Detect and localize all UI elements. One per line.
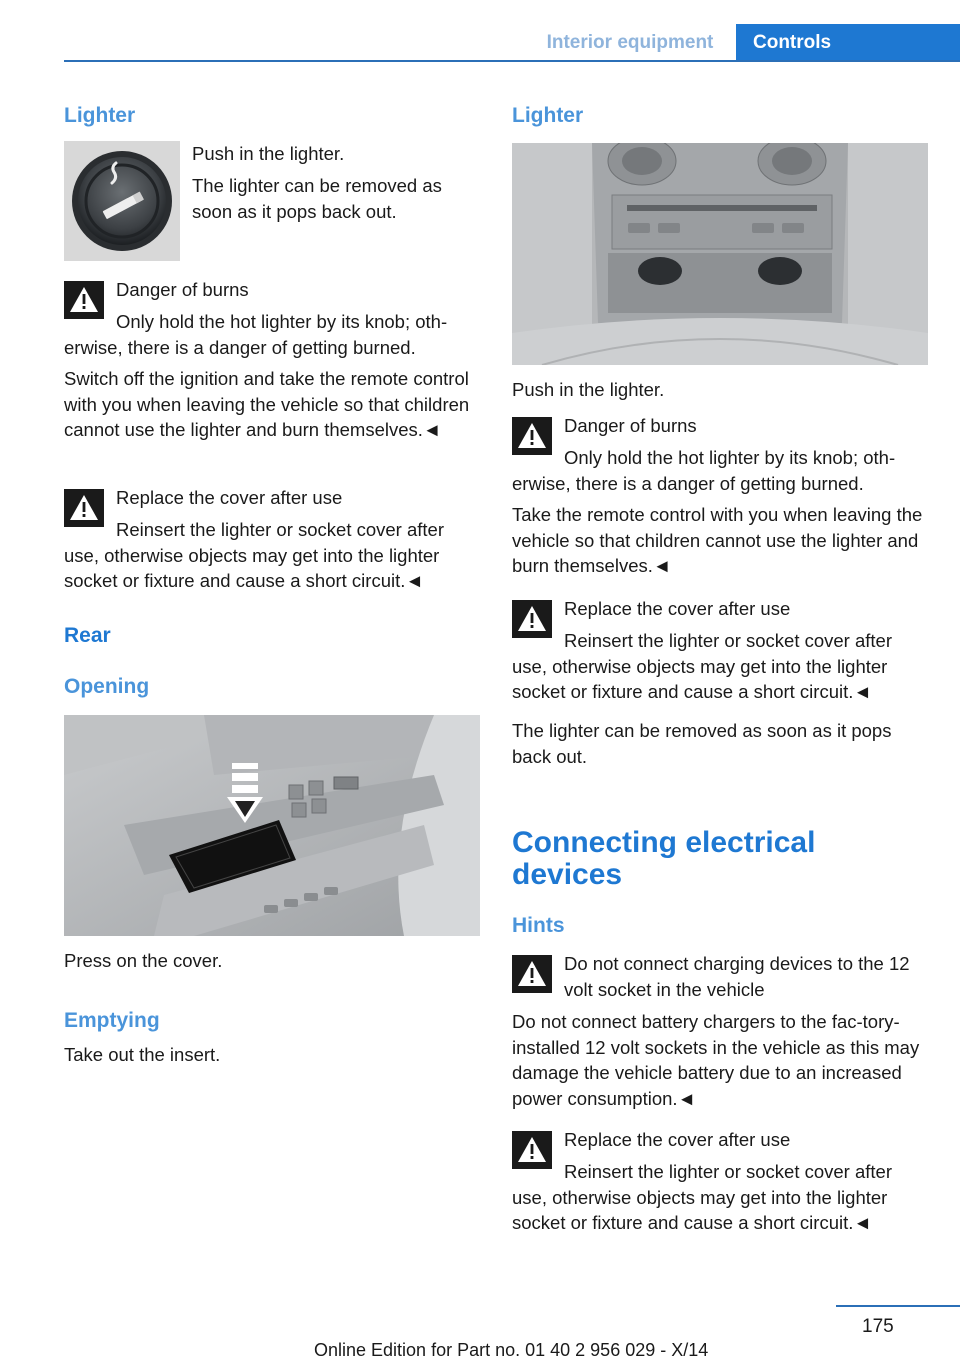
- cigarette-lighter-icon: [64, 141, 180, 261]
- warning-body-burns: Only hold the hot lighter by its knob; oth-erwise, there is a danger of getting burned.: [64, 311, 448, 358]
- hints-heading: Hints: [512, 914, 565, 937]
- rear-console-image: [512, 143, 928, 365]
- lighter-removal-note: The lighter can be removed as soon as it pops back out.: [192, 175, 442, 222]
- warning-body-cover: Reinsert the lighter or socket cover after use, otherwise objects may get into the lighter socket or fixture and cause a short circuit.◄: [64, 519, 445, 591]
- rear-heading: Rear: [64, 624, 111, 647]
- warning-body-cover: Reinsert the lighter or socket cover after use, otherwise objects may get into the lighter socket or fixture and cause a short circuit.◄: [512, 1161, 893, 1233]
- edition-footer: Online Edition for Part no. 01 40 2 956 029 - X/14: [314, 1340, 709, 1360]
- header-rule: [64, 60, 960, 62]
- warning-title-burns: Danger of burns: [116, 279, 249, 300]
- press-cover-text: Press on the cover.: [64, 950, 223, 971]
- warning-extra-remote: Take the remote control with you when leaving the vehicle so that children cannot use the lighter and burn themselves.◄: [512, 504, 923, 576]
- lighter-instruction: Push in the lighter.: [192, 143, 345, 164]
- connecting-devices-heading: Connecting electrical devices: [512, 826, 816, 891]
- take-out-text: Take out the insert.: [64, 1044, 221, 1065]
- warning-body-burns: Only hold the hot lighter by its knob; oth-erwise, there is a danger of getting burned.: [512, 447, 896, 494]
- lighter-heading-right: Lighter: [512, 104, 584, 127]
- rear-ashtray-image: [64, 715, 480, 936]
- lighter-heading-left: Lighter: [64, 104, 136, 127]
- lighter-knob-image: [64, 141, 180, 261]
- removal-note: The lighter can be removed as soon as it pops back out.: [512, 720, 892, 767]
- emptying-heading: Emptying: [64, 1009, 160, 1032]
- warning-title-charging: Do not connect charging devices to the 12 volt socket in the vehicle: [564, 953, 910, 1000]
- section-tab: Interior equipment: [546, 32, 714, 53]
- opening-heading: Opening: [64, 675, 150, 698]
- warning-title-cover: Replace the cover after use: [564, 1129, 791, 1150]
- warning-title-cover: Replace the cover after use: [564, 598, 791, 619]
- chapter-tab: Controls: [736, 24, 960, 62]
- warning-icon: [512, 955, 552, 993]
- page-number: 175: [862, 1316, 894, 1337]
- warning-title-cover: Replace the cover after use: [116, 487, 343, 508]
- warning-title-burns: Danger of burns: [564, 415, 697, 436]
- footer-rule: [836, 1305, 960, 1307]
- warning-extra-ignition: Switch off the ignition and take the remote control with you when leaving the vehicle so that children cannot use the lighter and burn themselves.◄: [64, 368, 470, 440]
- push-in-text: Push in the lighter.: [512, 379, 665, 400]
- page-header: [0, 0, 960, 62]
- warning-body-cover: Reinsert the lighter or socket cover after use, otherwise objects may get into the lighter socket or fixture and cause a short circuit.◄: [512, 630, 893, 702]
- warning-body-charging: Do not connect battery chargers to the fac-tory-installed 12 volt sockets in the vehicle as this may damage the vehicle battery due to an increased power consumption.◄: [512, 1011, 920, 1109]
